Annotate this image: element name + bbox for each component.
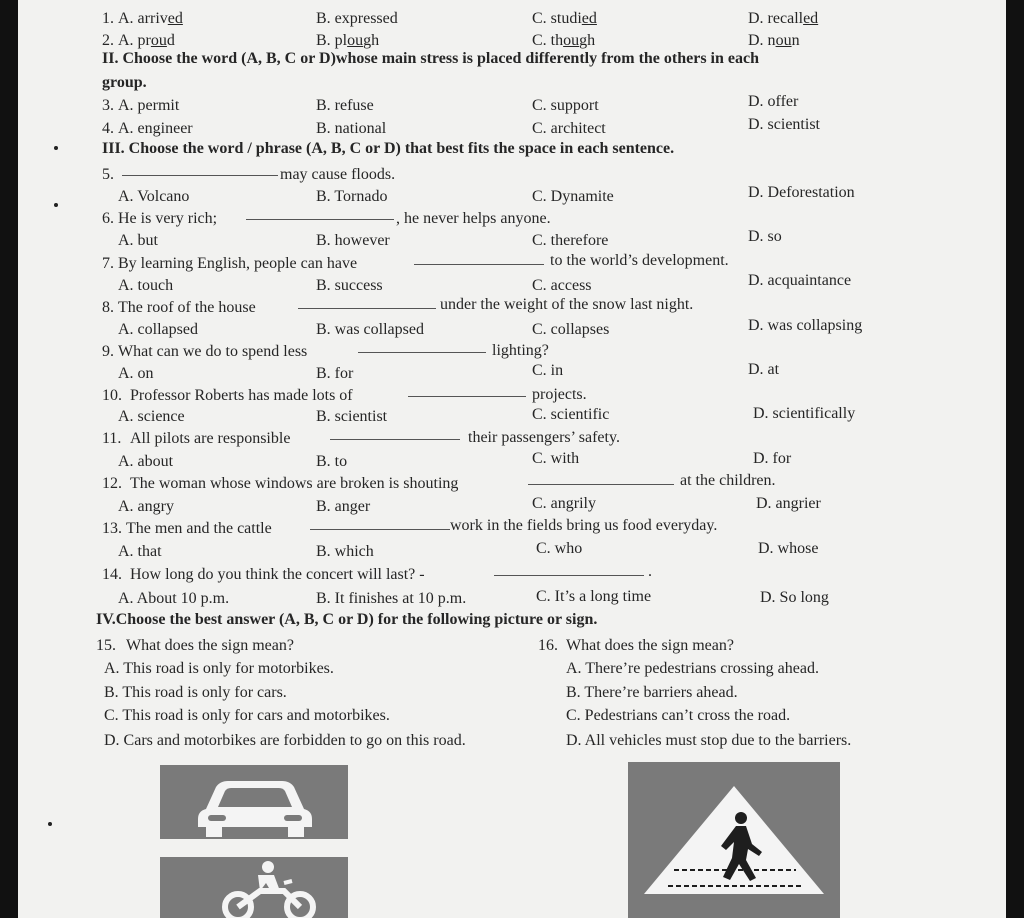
motorbike-icon [160, 857, 348, 918]
option-d[interactable]: D. acquaintance [748, 272, 852, 289]
motorbike-sign [160, 857, 348, 918]
section-2-heading-cont: group. [102, 74, 147, 91]
question-14-stem: 14. How long do you think the concert will last? - . [18, 563, 1006, 587]
question-10-stem: 10. Professor Roberts has made lots of projects. [18, 384, 1006, 408]
question-number: 1. [102, 10, 114, 27]
option-d[interactable]: D. Deforestation [748, 184, 855, 201]
option-b[interactable]: B. success [316, 277, 383, 294]
question-number: 8. [102, 299, 114, 316]
question-number: 15. [96, 637, 116, 654]
question-15-16-stem: 15. What does the sign mean? 16. What does the sign mean? [18, 634, 1006, 658]
question-3 [18, 94, 1006, 118]
question-9-stem: 9. What can we do to spend less lighting? [18, 340, 1006, 364]
option-d[interactable]: D. noun [748, 32, 800, 49]
option-d[interactable]: D. so [748, 228, 782, 245]
question-number: 5. [102, 166, 114, 183]
option-c[interactable]: C. who [536, 540, 583, 557]
exam-paper [18, 0, 1006, 918]
option-a[interactable]: A. that [118, 543, 162, 560]
question-number: 14. [102, 566, 122, 583]
car-sign [160, 765, 348, 839]
option-b[interactable]: B. It finishes at 10 p.m. [316, 590, 467, 607]
option-c[interactable]: C. support [532, 97, 599, 114]
option-b[interactable]: B. anger [316, 498, 371, 515]
option-b[interactable]: B. however [316, 232, 390, 249]
option-d[interactable]: D. recalled [748, 10, 819, 27]
option-a[interactable]: A. science [118, 408, 185, 425]
option-d[interactable]: D. at [748, 361, 780, 378]
option-a[interactable]: A. but [118, 232, 158, 249]
option-a[interactable]: A. on [118, 365, 154, 382]
margin-dot [48, 822, 52, 826]
q16-option-b[interactable]: B. There’re barriers ahead. [566, 684, 738, 701]
question-15-16-option-a [18, 657, 1006, 681]
question-number: 12. [102, 475, 122, 492]
option-c[interactable]: C. though [532, 32, 596, 49]
section-4-heading: IV.Choose the best answer (A, B, C or D) for the following picture or sign. [96, 611, 598, 628]
car-icon [160, 765, 348, 839]
question-11-stem: 11. All pilots are responsible their passengers’ safety. [18, 427, 1006, 451]
option-a[interactable]: A. about [118, 453, 174, 470]
q15-option-d[interactable]: D. Cars and motorbikes are forbidden to go on this road. [104, 732, 466, 749]
question-12-stem: 12. The woman whose windows are broken is shouting at the children. [18, 472, 1006, 496]
option-b[interactable]: B. for [316, 365, 354, 382]
question-15-16-option-d [18, 729, 1006, 753]
option-a[interactable]: A. Volcano [118, 188, 190, 205]
question-15-16-option-c [18, 704, 1006, 728]
question-number: 6. [102, 210, 114, 227]
option-c[interactable]: C. angrily [532, 495, 596, 512]
question-5-stem: 5. may cause floods. [18, 163, 1006, 187]
section-2-heading: II. Choose the word (A, B, C or D)whose main stress is placed differently from the others in each [102, 50, 759, 67]
question-8-stem: 8. The roof of the house under the weight of the snow last night. [18, 296, 1006, 320]
option-a[interactable]: A. collapsed [118, 321, 198, 338]
option-b[interactable]: B. scientist [316, 408, 388, 425]
question-number: 11. [102, 430, 122, 447]
question-5-options [18, 185, 1006, 209]
q16-option-d[interactable]: D. All vehicles must stop due to the barriers. [566, 732, 852, 749]
question-number: 3. [102, 97, 114, 114]
option-c[interactable]: C. studied [532, 10, 597, 27]
option-c[interactable]: C. therefore [532, 232, 609, 249]
option-a[interactable]: A. touch [118, 277, 174, 294]
question-number: 13. [102, 520, 122, 537]
question-number: 16. [538, 637, 558, 654]
question-11-options [18, 450, 1006, 474]
pedestrian-crossing-icon [628, 762, 840, 918]
question-number: 10. [102, 387, 122, 404]
option-b[interactable]: B. refuse [316, 97, 374, 114]
option-b[interactable]: B. expressed [316, 10, 398, 27]
question-15-16-option-b [18, 681, 1006, 705]
option-c[interactable]: C. Dynamite [532, 188, 614, 205]
option-d[interactable]: D. was collapsing [748, 317, 863, 334]
option-c[interactable]: C. scientific [532, 406, 610, 423]
q15-option-c[interactable]: C. This road is only for cars and motorbikes. [104, 707, 390, 724]
option-c[interactable]: C. It’s a long time [536, 588, 652, 605]
question-number: 7. [102, 255, 114, 272]
q15-option-a[interactable]: A. This road is only for motorbikes. [104, 660, 334, 677]
option-b[interactable]: B. Tornado [316, 188, 388, 205]
option-d[interactable]: D. So long [760, 589, 829, 606]
option-d[interactable]: D. angrier [756, 495, 821, 512]
pedestrian-crossing-sign [628, 762, 840, 918]
option-a[interactable]: A. angry [118, 498, 174, 515]
option-c[interactable]: C. access [532, 277, 592, 294]
option-a[interactable]: A. About 10 p.m. [118, 590, 230, 607]
option-d[interactable]: D. scientifically [753, 405, 856, 422]
option-d[interactable]: D. offer [748, 93, 799, 110]
q15-option-b[interactable]: B. This road is only for cars. [104, 684, 287, 701]
question-number: 4. [102, 120, 114, 137]
question-number: 2. [102, 32, 114, 49]
question-6-stem: 6. He is very rich; , he never helps anyone. [18, 207, 1006, 231]
option-d[interactable]: D. whose [758, 540, 819, 557]
option-b[interactable]: B. which [316, 543, 374, 560]
option-a[interactable]: A. proud [118, 32, 175, 49]
option-a[interactable]: A. permit [118, 97, 180, 114]
question-13-stem: 13. The men and the cattle work in the fields bring us food everyday. [18, 517, 1006, 541]
section-3-heading: III. Choose the word / phrase (A, B, C or D) that best fits the space in each sentence. [102, 140, 675, 157]
question-1 [18, 7, 1006, 31]
option-d[interactable]: D. for [753, 450, 792, 467]
option-d[interactable]: D. scientist [748, 116, 820, 133]
q16-option-a[interactable]: A. There’re pedestrians crossing ahead. [566, 660, 819, 677]
option-b[interactable]: B. plough [316, 32, 380, 49]
option-c[interactable]: C. in [532, 362, 564, 379]
option-b[interactable]: B. national [316, 120, 387, 137]
option-c[interactable]: C. with [532, 450, 580, 467]
question-number: 9. [102, 343, 114, 360]
option-c[interactable]: C. architect [532, 120, 606, 137]
option-c[interactable]: C. collapses [532, 321, 610, 338]
q16-option-c[interactable]: C. Pedestrians can’t cross the road. [566, 707, 791, 724]
question-7-stem: 7. By learning English, people can have to the world’s development. [18, 252, 1006, 276]
option-b[interactable]: B. to [316, 453, 348, 470]
option-a[interactable]: A. engineer [118, 120, 193, 137]
option-a[interactable]: A. arrived [118, 10, 183, 27]
option-b[interactable]: B. was collapsed [316, 321, 424, 338]
